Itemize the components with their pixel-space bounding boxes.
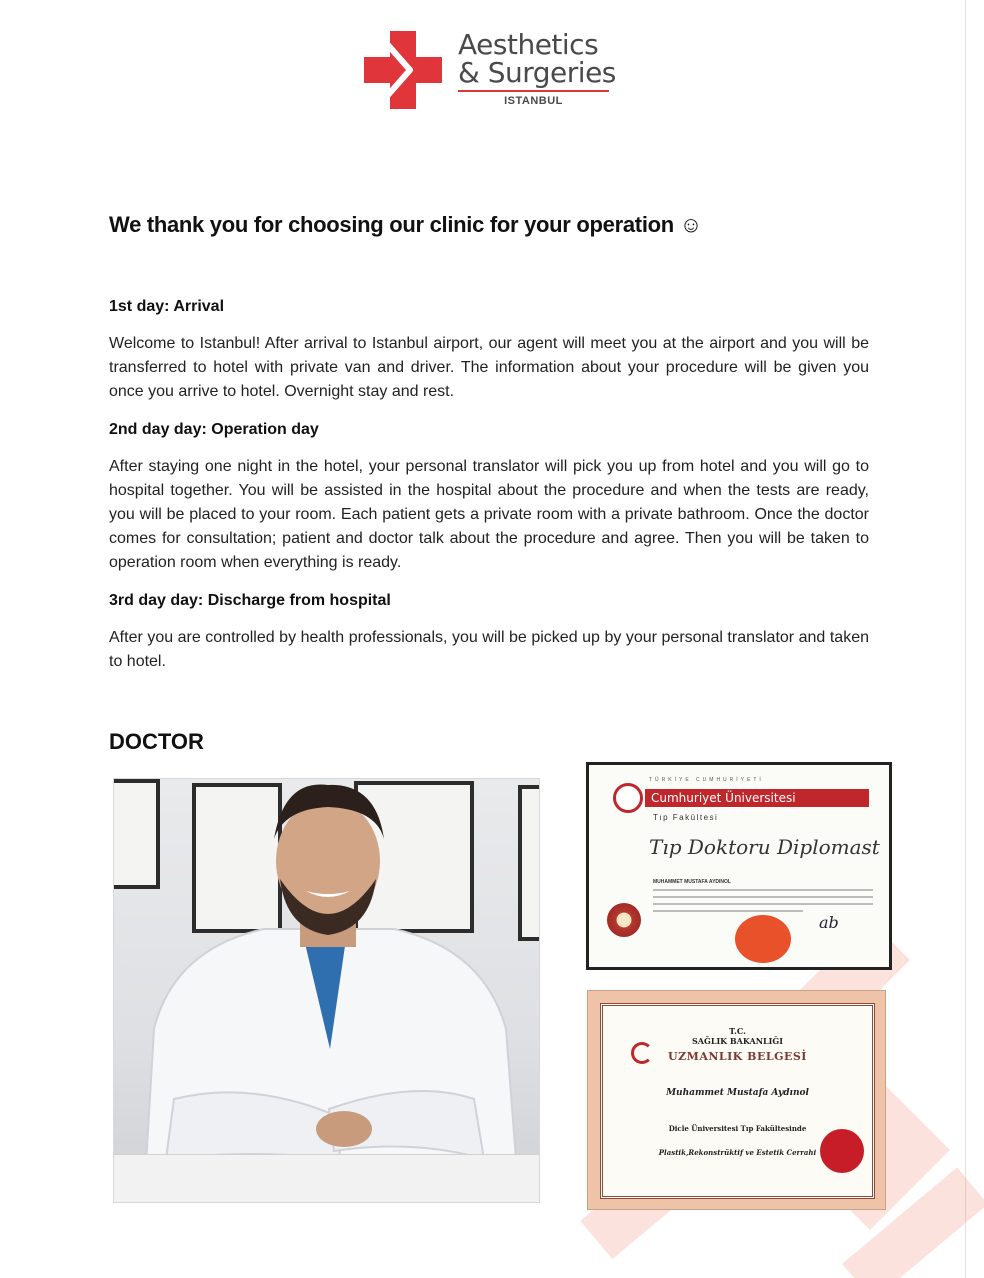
brand-name-line2: & Surgeries <box>458 56 616 89</box>
diploma1-university: Cumhuriyet Üniversitesi <box>645 789 869 807</box>
official-stamp-icon <box>735 915 791 963</box>
day3-text: After you are controlled by health professionals, you will be picked up by your personal translator and taken to hotel. <box>109 629 869 670</box>
red-wax-seal-icon <box>820 1129 864 1173</box>
day2-title: 2nd day day: Operation day <box>109 421 319 438</box>
certificate-ministry: SAĞLIK BAKANLIĞI <box>692 1036 783 1046</box>
day1-title: 1st day: Arrival <box>109 298 225 315</box>
text-line <box>653 896 873 898</box>
diploma1-title: Tıp Doktoru Diplomast <box>649 835 880 859</box>
diploma1-country: TÜRKİYE CUMHURİYETİ <box>649 777 764 783</box>
rosette-seal-icon <box>607 903 641 937</box>
medical-diploma <box>586 762 892 970</box>
diploma1-faculty: Tıp Fakültesi <box>653 813 719 822</box>
text-line <box>653 910 803 912</box>
brand-name-line1: Aesthetics <box>458 28 599 61</box>
day3-title: 3rd day day: Discharge from hospital <box>109 592 391 609</box>
brand-underline <box>458 90 609 92</box>
certificate-tc: T.C. <box>729 1026 746 1036</box>
doctor-figure <box>114 779 540 1203</box>
page-heading: We thank you for choosing our clinic for your operation ☺ <box>109 212 702 237</box>
brand-city: ISTANBUL <box>504 95 563 107</box>
brand-logo <box>364 28 624 112</box>
certificate-title: UZMANLIK BELGESİ <box>668 1050 807 1063</box>
certificate-holder: Muhammet Mustafa Aydınol <box>666 1088 809 1098</box>
signature-icon: ab <box>819 913 839 932</box>
day1-text: Welcome to Istanbul! After arrival to Istanbul airport, our agent will meet you at the airport and you will be transferred to hotel with private van and driver. The information about your procedure will be given you once you arrive to hotel. Overnight stay and rest. <box>109 335 869 400</box>
certificate-school: Dicle Üniversitesi Tıp Fakültesinde <box>668 1124 807 1133</box>
text-line <box>653 903 873 905</box>
desk-surface <box>114 1154 540 1203</box>
day2-text: After staying one night in the hotel, your personal translator will pick you up from hotel and you will go to hospital together. You will be assisted in the hospital about the procedure and when the tests are ready, you will be placed to your room. Each patient gets a private room with a private bathroom. Once the doctor comes for consultation; patient and doctor talk about the procedure and agree. Then you will be taken to operation room when everything is ready. <box>109 458 869 571</box>
certificate-specialty: Plastik,Rekonstrüktif ve Estetik Cerrahi <box>658 1148 817 1157</box>
university-seal-icon <box>613 783 643 813</box>
doctor-photo <box>113 778 540 1203</box>
diploma1-holder: MUHAMMET MUSTAFA AYDINOL <box>653 879 731 885</box>
doctor-section-title: DOCTOR <box>109 729 204 754</box>
specialty-certificate <box>587 990 886 1210</box>
medical-cross-icon <box>364 31 442 109</box>
text-line <box>653 889 873 891</box>
